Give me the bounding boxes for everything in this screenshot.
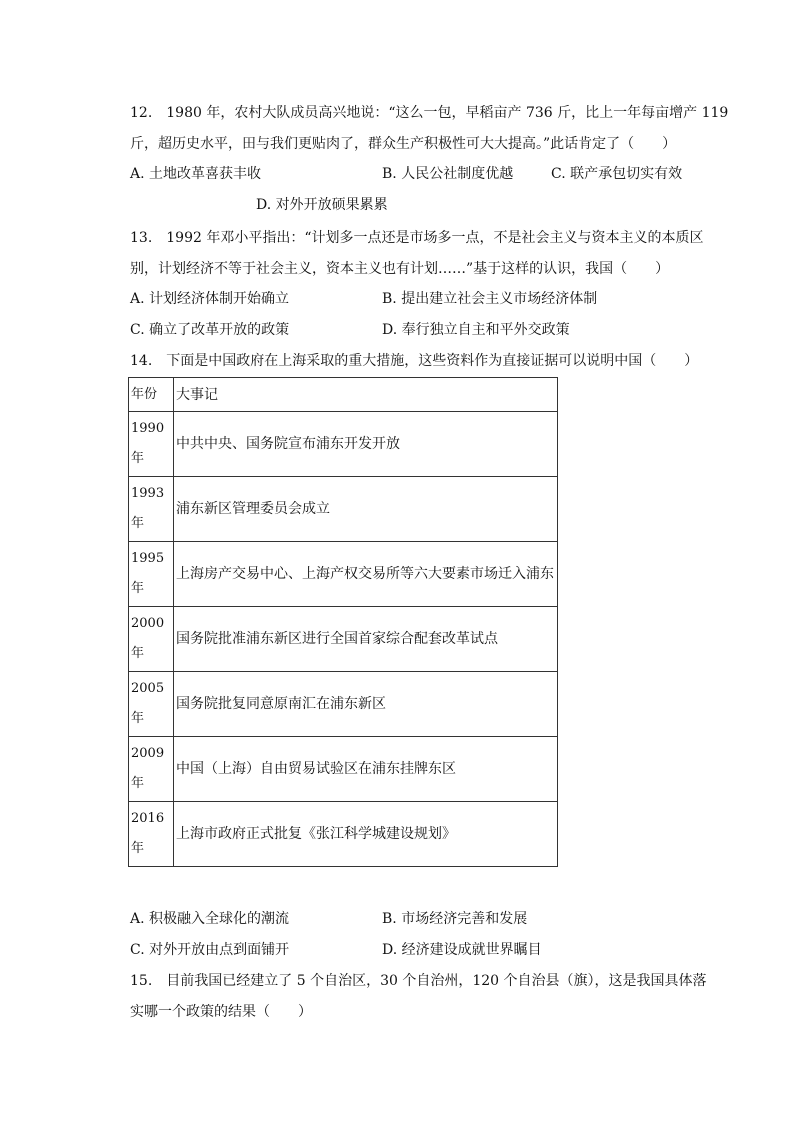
table-row bbox=[129, 607, 558, 672]
table-cell-event: 国务院批复同意原南汇在浦东新区 bbox=[174, 672, 558, 737]
table-cell-event: 中共中央、国务院宣布浦东开发开放 bbox=[174, 412, 558, 477]
q14-stem-line1: 14. 下面是中国政府在上海采取的重大措施，这些资料作为直接证据可以说明中国（ ） bbox=[130, 353, 699, 369]
table-cell-event: 上海房产交易中心、上海产权交易所等六大要素市场迁入浦东 bbox=[174, 542, 558, 607]
table-row bbox=[129, 477, 558, 542]
table-row bbox=[129, 542, 558, 607]
q13-option-b: B. 提出建立社会主义市场经济体制 bbox=[382, 291, 598, 307]
q12-stem-line1: 12. 1980 年，农村大队成员高兴地说：“这么一包，早稻亩产 736 斤，比上一年每亩增产 119 bbox=[130, 105, 729, 121]
table-row bbox=[129, 737, 558, 802]
table-cell-event: 浦东新区管理委员会成立 bbox=[174, 477, 558, 542]
q12-stem-line2: 斤，超历史水平，田与我们更贴肉了，群众生产积极性可大大提高。”此话肯定了（ ） bbox=[130, 136, 677, 152]
table-cell-year: 1990 年 bbox=[129, 412, 174, 477]
table-cell-event: 上海市政府正式批复《张江科学城建设规划》 bbox=[174, 802, 558, 867]
table-header-year: 年份 bbox=[129, 378, 174, 412]
q13-option-c: C. 确立了改革开放的政策 bbox=[130, 322, 290, 338]
q13-option-a: A. 计划经济体制开始确立 bbox=[130, 291, 290, 307]
q14-option-c: C. 对外开放由点到面铺开 bbox=[130, 942, 290, 958]
table-cell-year: 2009 年 bbox=[129, 737, 174, 802]
q12-option-d: D. 对外开放硕果累累 bbox=[256, 197, 388, 213]
q14-option-d: D. 经济建设成就世界瞩目 bbox=[382, 942, 542, 958]
q12-option-b: B. 人民公社制度优越 bbox=[382, 166, 514, 182]
table-cell-event: 国务院批准浦东新区进行全国首家综合配套改革试点 bbox=[174, 607, 558, 672]
q13-stem-line2: 别，计划经济不等于社会主义，资本主义也有计划……”基于这样的认识，我国（ ） bbox=[130, 261, 670, 277]
table-cell-year: 1993 年 bbox=[129, 477, 174, 542]
table-header-event: 大事记 bbox=[174, 378, 558, 412]
table-cell-year: 2005 年 bbox=[129, 672, 174, 737]
q14-option-b: B. 市场经济完善和发展 bbox=[382, 911, 528, 927]
q12-option-c: C. 联产承包切实有效 bbox=[551, 166, 683, 182]
table-row bbox=[129, 672, 558, 737]
q12-option-a: A. 土地改革喜获丰收 bbox=[130, 166, 262, 182]
table-cell-year: 1995 年 bbox=[129, 542, 174, 607]
q13-stem-line1: 13. 1992 年邓小平指出：“计划多一点还是市场多一点，不是社会主义与资本主义的本质区 bbox=[130, 230, 704, 246]
table-cell-event: 中国（上海）自由贸易试验区在浦东挂牌东区 bbox=[174, 737, 558, 802]
q14-option-a: A. 积极融入全球化的潮流 bbox=[130, 911, 290, 927]
table-cell-year: 2000 年 bbox=[129, 607, 174, 672]
table-row bbox=[129, 412, 558, 477]
q15-stem-line1: 15. 目前我国已经建立了 5 个自治区，30 个自治州，120 个自治县（旗），这是我国具体落 bbox=[130, 973, 707, 989]
q15-stem-line2: 实哪一个政策的结果（ ） bbox=[130, 1004, 312, 1020]
table-header-row bbox=[129, 378, 558, 412]
q13-option-d: D. 奉行独立自主和平外交政策 bbox=[382, 322, 570, 338]
table-cell-year: 2016 年 bbox=[129, 802, 174, 867]
events-table bbox=[128, 377, 558, 867]
table-row bbox=[129, 802, 558, 867]
